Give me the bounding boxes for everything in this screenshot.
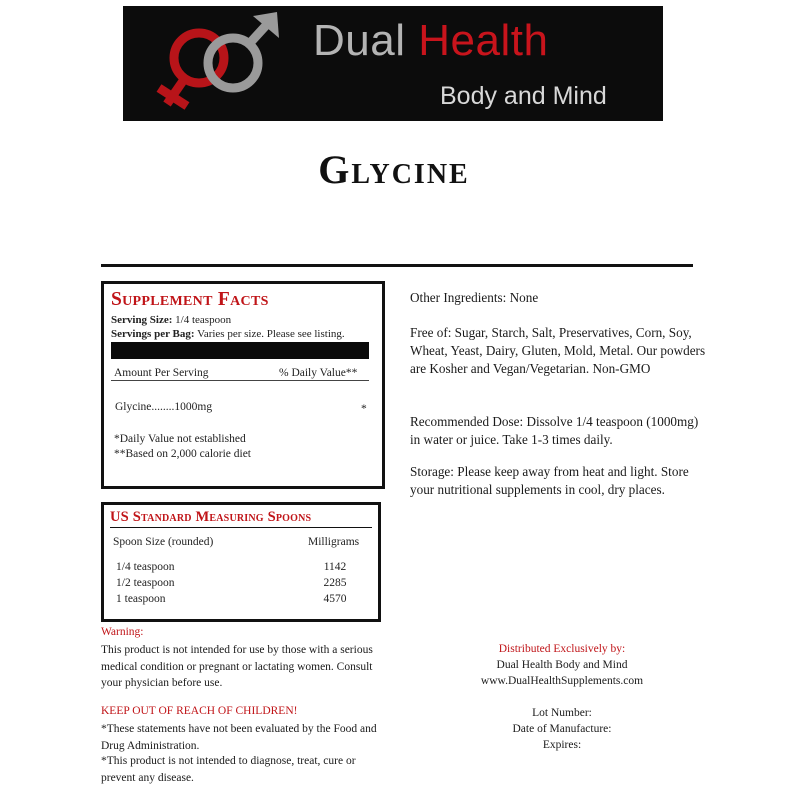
date-of-manufacture: Date of Manufacture: — [512, 723, 612, 735]
servings-label: Servings per Bag: — [111, 328, 195, 340]
footnote-calorie-diet: **Based on 2,000 calorie diet — [114, 448, 252, 460]
brand-tagline: Body and Mind — [440, 82, 607, 110]
brand-banner — [123, 6, 663, 121]
facts-black-bar — [111, 342, 369, 359]
daily-value-header: % Daily Value** — [279, 367, 358, 379]
warning-label: Warning: — [101, 626, 144, 638]
recommended-dose: Recommended Dose: Dissolve 1/4 teaspoon (1000mg) in water or juice. Take 1-3 times daily. — [410, 414, 699, 447]
distributor-website: www.DualHealthSupplements.com — [480, 675, 644, 687]
servings-per-bag-line — [111, 328, 345, 340]
children-warning: KEEP OUT OF REACH OF CHILDREN! — [101, 705, 298, 717]
servings-value: Varies per size. Please see listing. — [197, 328, 345, 340]
brand-name-health: Health — [418, 16, 549, 65]
warning-text: This product is not intended for use by those with a serious medical condition or pregnant or lactating women. Consult your physician before use. — [101, 644, 373, 689]
serving-size-label: Serving Size: — [111, 314, 173, 326]
spoons-title-divider — [110, 527, 372, 528]
measuring-spoons-panel — [101, 502, 381, 622]
product-title: Glycine — [318, 147, 470, 192]
expires: Expires: — [542, 739, 582, 751]
milligrams-header: Milligrams — [308, 536, 360, 548]
spoon-size-header: Spoon Size (rounded) — [113, 536, 214, 548]
spoon-row-size: 1/4 teaspoon — [116, 561, 175, 573]
storage-instructions: Storage: Please keep away from heat and light. Store your nutritional supplements in cool, dry places. — [410, 464, 689, 497]
facts-header-divider — [111, 380, 369, 381]
fda-statement: *These statements have not been evaluated by the Food and Drug Administration. — [101, 723, 377, 752]
ingredient-daily-value: * — [361, 403, 367, 415]
facts-title: Supplement Facts — [111, 289, 269, 310]
serving-size-line — [111, 314, 231, 326]
ingredient-line: Glycine........1000mg — [115, 401, 213, 413]
divider — [101, 264, 693, 267]
footnote-daily-value: *Daily Value not established — [114, 433, 246, 445]
spoon-row-mg: 1142 — [323, 561, 347, 573]
supplement-facts-panel — [101, 281, 385, 489]
disease-disclaimer: *This product is not intended to diagnose, treat, cure or prevent any disease. — [101, 755, 356, 784]
male-female-symbols-icon — [137, 6, 287, 121]
spoon-row-size: 1/2 teaspoon — [116, 577, 175, 589]
serving-size-value: 1/4 teaspoon — [175, 314, 232, 326]
distributor-company: Dual Health Body and Mind — [496, 659, 628, 671]
amount-per-serving-header: Amount Per Serving — [114, 367, 209, 379]
spoons-title: US Standard Measuring Spoons — [110, 509, 312, 525]
free-of-statement: Free of: Sugar, Starch, Salt, Preservatives, Corn, Soy, Wheat, Yeast, Dairy, Gluten, Mold, Metal. Our powders are Kosher and Vegan/Vegetarian. Non-GMO — [410, 325, 706, 376]
spoon-row-mg: 2285 — [323, 577, 347, 589]
brand-name — [313, 16, 548, 66]
brand-name-dual: Dual — [313, 16, 406, 65]
spoon-row-size: 1 teaspoon — [116, 593, 166, 605]
lot-number: Lot Number: — [532, 707, 592, 719]
other-ingredients: Other Ingredients: None — [410, 290, 539, 305]
distributed-label: Distributed Exclusively by: — [498, 643, 626, 655]
spoon-row-mg: 4570 — [323, 593, 347, 605]
